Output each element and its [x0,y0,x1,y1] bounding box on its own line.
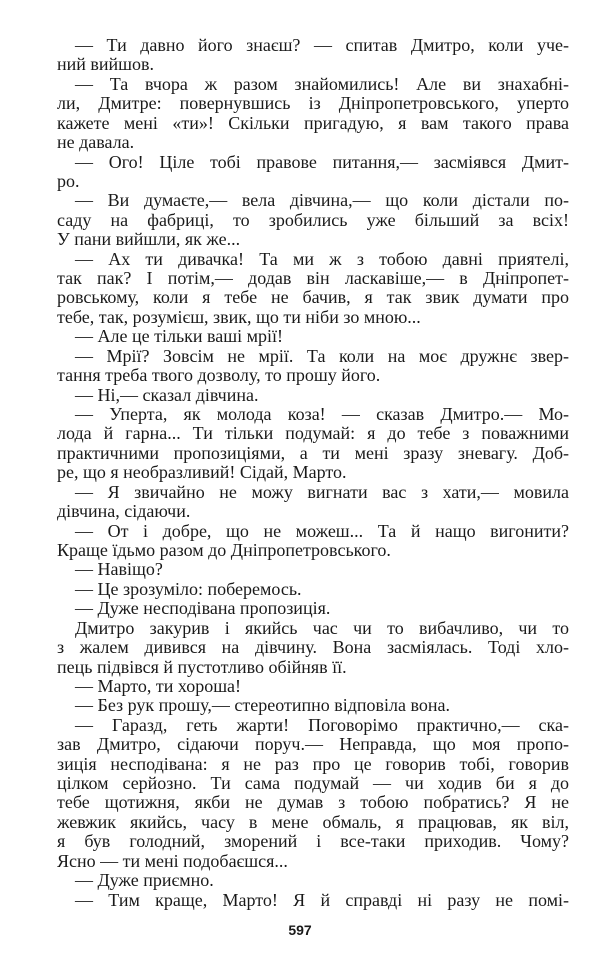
text-line: я був голодний, зморений і все-таки приходив. Чому? [57,831,569,852]
text-line: Краще їдьмо разом до Дніпропетровського. [57,539,391,560]
text-line: — Ви думаєте,— вела дівчина,— що коли дістали по- [75,190,569,211]
text-line: — Мрії? Зовсім не мрії. Та коли на моє дружнє звер- [75,345,569,366]
text-line: — Ти давно його знаєш? — спитав Дмитро, коли уче- [75,35,569,55]
text-line: з жалем дивився на дівчину. Вона засміялась. Тоді хло- [57,637,569,658]
text-line: пець підвівся й пустотливо обійняв її. [57,656,347,677]
text-line: тебе щотижня, якби не думав з тобою побратись? Я не [57,792,569,813]
text-line: — Тим краще, Марто! Я й справді ні разу не помі- [75,889,569,910]
text-line: — Але це тільки ваші мрії! [75,326,284,347]
text-line: ний вийшов. [57,54,155,75]
text-line: — Уперта, як молода коза! — сказав Дмитро.— Мо- [75,404,569,425]
text-line: — Марто, ти хороша! [75,675,242,696]
text-line: — Дуже несподівана пропозиція. [75,598,331,619]
text-line: дівчина, сідаючи. [57,501,191,522]
text-line: Ясно — ти мені подобаєшся... [57,850,288,871]
text-line: жевжик якийсь, часу в мене обмаль, я працював, як віл, [57,811,569,832]
text-line: — Дуже приємно. [75,870,214,891]
text-line: лода й гарна... Ти тільки подумай: я до тебе з поважними [57,423,569,444]
text-line: зиція несподівана: я не раз про це говорив тобі, говорив [57,753,569,774]
text-line: кажете мені «ти»! Скільки пригадую, я вам такого права [57,112,569,133]
text-line: — Це зрозуміло: поберемось. [75,578,302,599]
text-line: ре, що я необразливий! Сідай, Марто. [57,462,347,483]
text-line: тання треба твого дозволу, то прошу його. [57,365,381,386]
text-line: У пани вийшли, як же... [57,229,241,250]
text-line: практичними пропозиціями, а ти мені зразу зневагу. Доб- [57,442,569,463]
text-line: — Навіщо? [75,559,163,580]
text-line: — Без рук прошу,— стереотипно відповіла вона. [75,695,450,716]
text-line: ли, Дмитре: повернувшись із Дніпропетровського, уперто [57,93,569,114]
text-line: так пак? І потім,— додав він ласкавіше,— в Дніпропет- [57,268,569,289]
text-line: — Ого! Ціле тобі правове питання,— засміявся Дмит- [75,151,569,172]
text-line: саду на фабриці, то зробились уже більший за всіх! [57,209,569,230]
text-line: тебе, так, розумієш, звик, що ти ніби зо мною... [57,306,421,327]
text-line: ровському, коли я тебе не бачив, я так звик думати про [57,287,569,308]
text-line: не давала. [57,132,135,153]
page-number: 597 [288,922,312,938]
text-line: зав Дмитро, сідаючи поруч.— Неправда, що моя пропо- [57,734,569,755]
body-text [57,36,569,910]
text-line: — От і добре, що не можеш... Та й нащо вигонити? [75,520,569,541]
text-line: цілком серйозно. Ти сама подумай — чи ходив би я до [57,773,569,794]
text-line: — Гаразд, геть жарти! Поговорімо практично,— ска- [75,714,569,735]
text-line: — Ах ти дивачка! Та ми ж з тобою давні приятелі, [75,248,569,269]
text-line: Дмитро закурив і якийсь час чи то вибачливо, чи то [75,617,569,638]
text-line: — Ні,— сказал дівчина. [75,384,259,405]
text-line: ро. [57,170,80,191]
text-line: — Та вчора ж разом знайомились! Але ви знахабні- [75,73,569,94]
text-line: — Я звичайно не можу вигнати вас з хати,— мовила [75,481,569,502]
